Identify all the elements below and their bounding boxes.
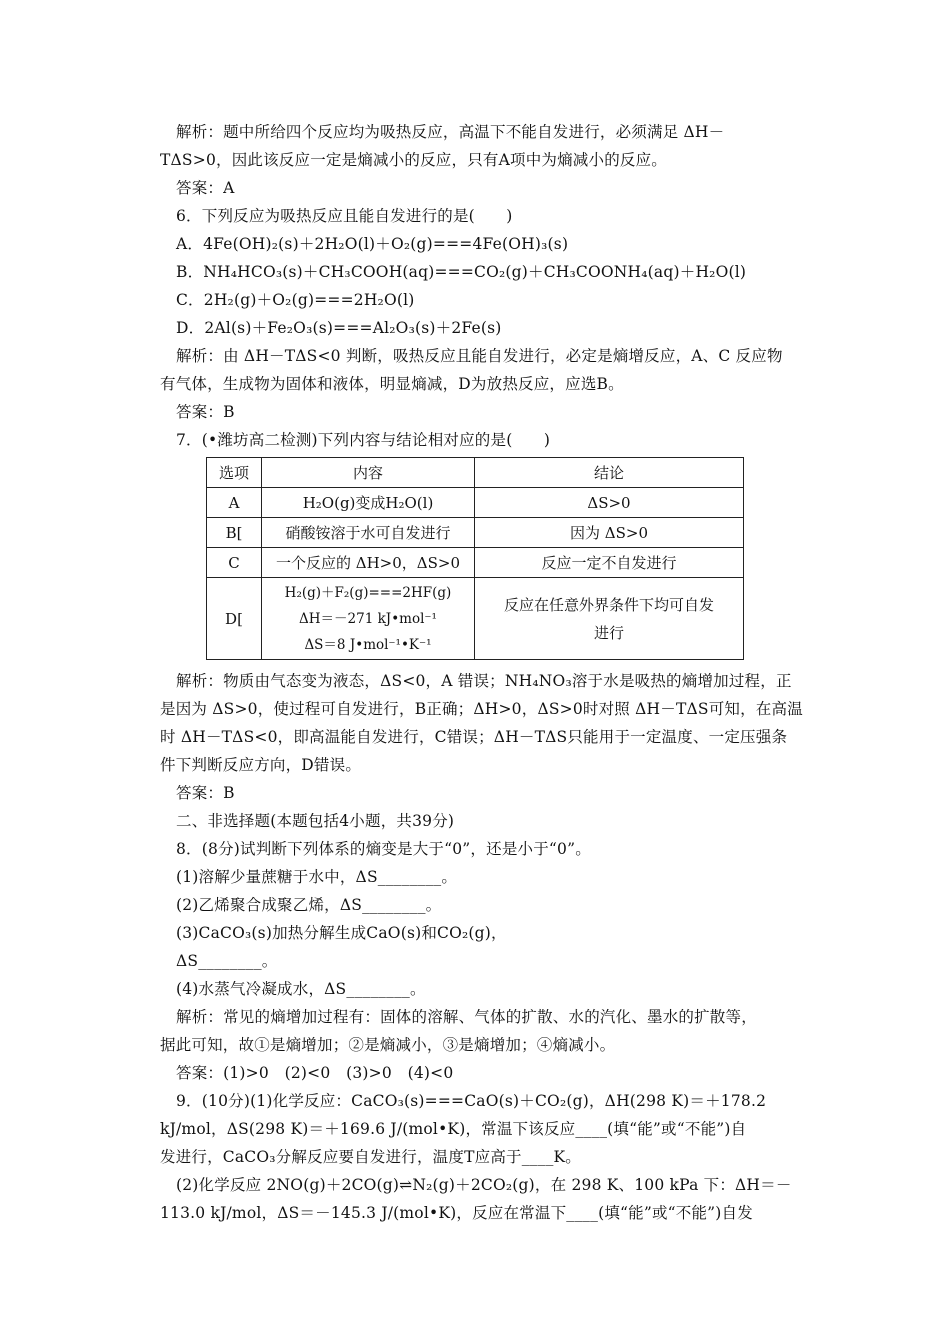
text-line: 解析：题中所给四个反应均为吸热反应，高温下不能自发进行，必须满足 ΔH－ bbox=[176, 123, 725, 141]
option-c: C．2H₂(g)＋O₂(g)===2H₂O(l) bbox=[176, 291, 415, 309]
text-line: 113.0 kJ/mol，ΔS＝－145.3 J/(mol•K)，反应在常温下____(填“能”或“不能”)自发 bbox=[160, 1204, 753, 1222]
text-line: (4)水蒸气冷凝成水，ΔS________。 bbox=[176, 980, 426, 998]
text-line: (1)溶解少量蔗糖于水中，ΔS________。 bbox=[176, 868, 458, 886]
table-cell bbox=[475, 578, 744, 660]
table-cell-line: ΔS＝8 J•mol⁻¹•K⁻¹ bbox=[304, 636, 432, 653]
table-header: 结论 bbox=[475, 458, 744, 488]
text-line: 答案：B bbox=[176, 784, 235, 802]
table-header-row bbox=[207, 458, 744, 488]
text-line: ΔS________。 bbox=[176, 952, 278, 970]
text-line: 解析：常见的熵增加过程有：固体的溶解、气体的扩散、水的汽化、墨水的扩散等， bbox=[176, 1008, 757, 1026]
section-heading: 二、非选择题(本题包括4小题，共39分) bbox=[176, 812, 455, 830]
table-cell: B[ bbox=[207, 518, 262, 548]
text-line: TΔS>0，因此该反应一定是熵减小的反应，只有A项中为熵减小的反应。 bbox=[160, 151, 667, 169]
text-line: 件下判断反应方向，D错误。 bbox=[160, 756, 362, 774]
text-line: 解析：由 ΔH－TΔS<0 判断，吸热反应且能自发进行，必定是熵增反应，A、C 反应物 bbox=[176, 347, 783, 365]
option-d: D．2Al(s)＋Fe₂O₃(s)===Al₂O₃(s)＋2Fe(s) bbox=[176, 319, 502, 337]
text-line: 时 ΔH－TΔS<0，即高温能自发进行，C错误；ΔH－TΔS只能用于一定温度、一定压强条 bbox=[160, 728, 788, 746]
text-line: 答案：A bbox=[176, 179, 235, 197]
text-line: 是因为 ΔS>0，使过程可自发进行，B正确；ΔH>0，ΔS>0时对照 ΔH－TΔS可知，在高温 bbox=[160, 700, 803, 718]
table-cell-line: H₂(g)＋F₂(g)===2HF(g) bbox=[284, 584, 452, 601]
table-row bbox=[207, 548, 744, 578]
table-cell: 因为 ΔS>0 bbox=[475, 518, 744, 548]
question-9: 9．(10分)(1)化学反应：CaCO₃(s)===CaO(s)＋CO₂(g)，ΔH(298 K)＝＋178.2 bbox=[176, 1092, 767, 1110]
text-line: (2)乙烯聚合成聚乙烯，ΔS________。 bbox=[176, 896, 442, 914]
question-6: 6．下列反应为吸热反应且能自发进行的是( ) bbox=[176, 207, 513, 225]
option-a: A．4Fe(OH)₂(s)＋2H₂O(l)＋O₂(g)===4Fe(OH)₃(s) bbox=[176, 235, 569, 253]
table-cell: 硝酸铵溶于水可自发进行 bbox=[262, 518, 475, 548]
table-row bbox=[207, 488, 744, 518]
option-b: B．NH₄HCO₃(s)＋CH₃COOH(aq)===CO₂(g)＋CH₃COONH₄(aq)＋H₂O(l) bbox=[176, 263, 747, 281]
question-8: 8．(8分)试判断下列体系的熵变是大于“0”，还是小于“0”。 bbox=[176, 840, 591, 858]
text-line: 答案：B bbox=[176, 403, 235, 421]
table-cell: D[ bbox=[207, 578, 262, 660]
text-line: 解析：物质由气态变为液态，ΔS<0，A 错误；NH₄NO₃溶于水是吸热的熵增加过程，正 bbox=[176, 672, 792, 690]
text-line: 发进行，CaCO₃分解反应要自发进行，温度T应高于____K。 bbox=[160, 1148, 582, 1166]
table-cell: H₂O(g)变成H₂O(l) bbox=[262, 488, 475, 518]
text-line: (3)CaCO₃(s)加热分解生成CaO(s)和CO₂(g)， bbox=[176, 924, 507, 942]
table-row bbox=[207, 518, 744, 548]
question-7: 7．(•潍坊高二检测)下列内容与结论相对应的是( ) bbox=[176, 431, 551, 449]
table-cell: 反应一定不自发进行 bbox=[475, 548, 744, 578]
table-cell: A bbox=[207, 488, 262, 518]
table-cell: 一个反应的 ΔH>0，ΔS>0 bbox=[262, 548, 475, 578]
question-7-table bbox=[206, 457, 744, 660]
table-cell bbox=[262, 578, 475, 660]
table-cell-line: 反应在任意外界条件下均可自发 bbox=[503, 595, 714, 614]
text-line: 答案：(1)>0 (2)<0 (3)>0 (4)<0 bbox=[176, 1064, 454, 1082]
table-row bbox=[207, 578, 744, 660]
table-cell: ΔS>0 bbox=[475, 488, 744, 518]
text-line: (2)化学反应 2NO(g)＋2CO(g)⇌N₂(g)＋2CO₂(g)，在 298 K、100 kPa 下：ΔH＝－ bbox=[176, 1176, 792, 1194]
table-header: 内容 bbox=[262, 458, 475, 488]
text-line: 有气体，生成物为固体和液体，明显熵减，D为放热反应，应选B。 bbox=[160, 375, 624, 393]
text-line: 据此可知，故①是熵增加；②是熵减小，③是熵增加；④熵减小。 bbox=[160, 1036, 616, 1054]
table-cell-line: 进行 bbox=[593, 623, 624, 642]
text-line: kJ/mol，ΔS(298 K)＝＋169.6 J/(mol•K)，常温下该反应____(填“能”或“不能”)自 bbox=[160, 1120, 747, 1138]
table-header: 选项 bbox=[207, 458, 262, 488]
table-cell-line: ΔH＝－271 kJ•mol⁻¹ bbox=[299, 610, 437, 627]
table-cell: C bbox=[207, 548, 262, 578]
